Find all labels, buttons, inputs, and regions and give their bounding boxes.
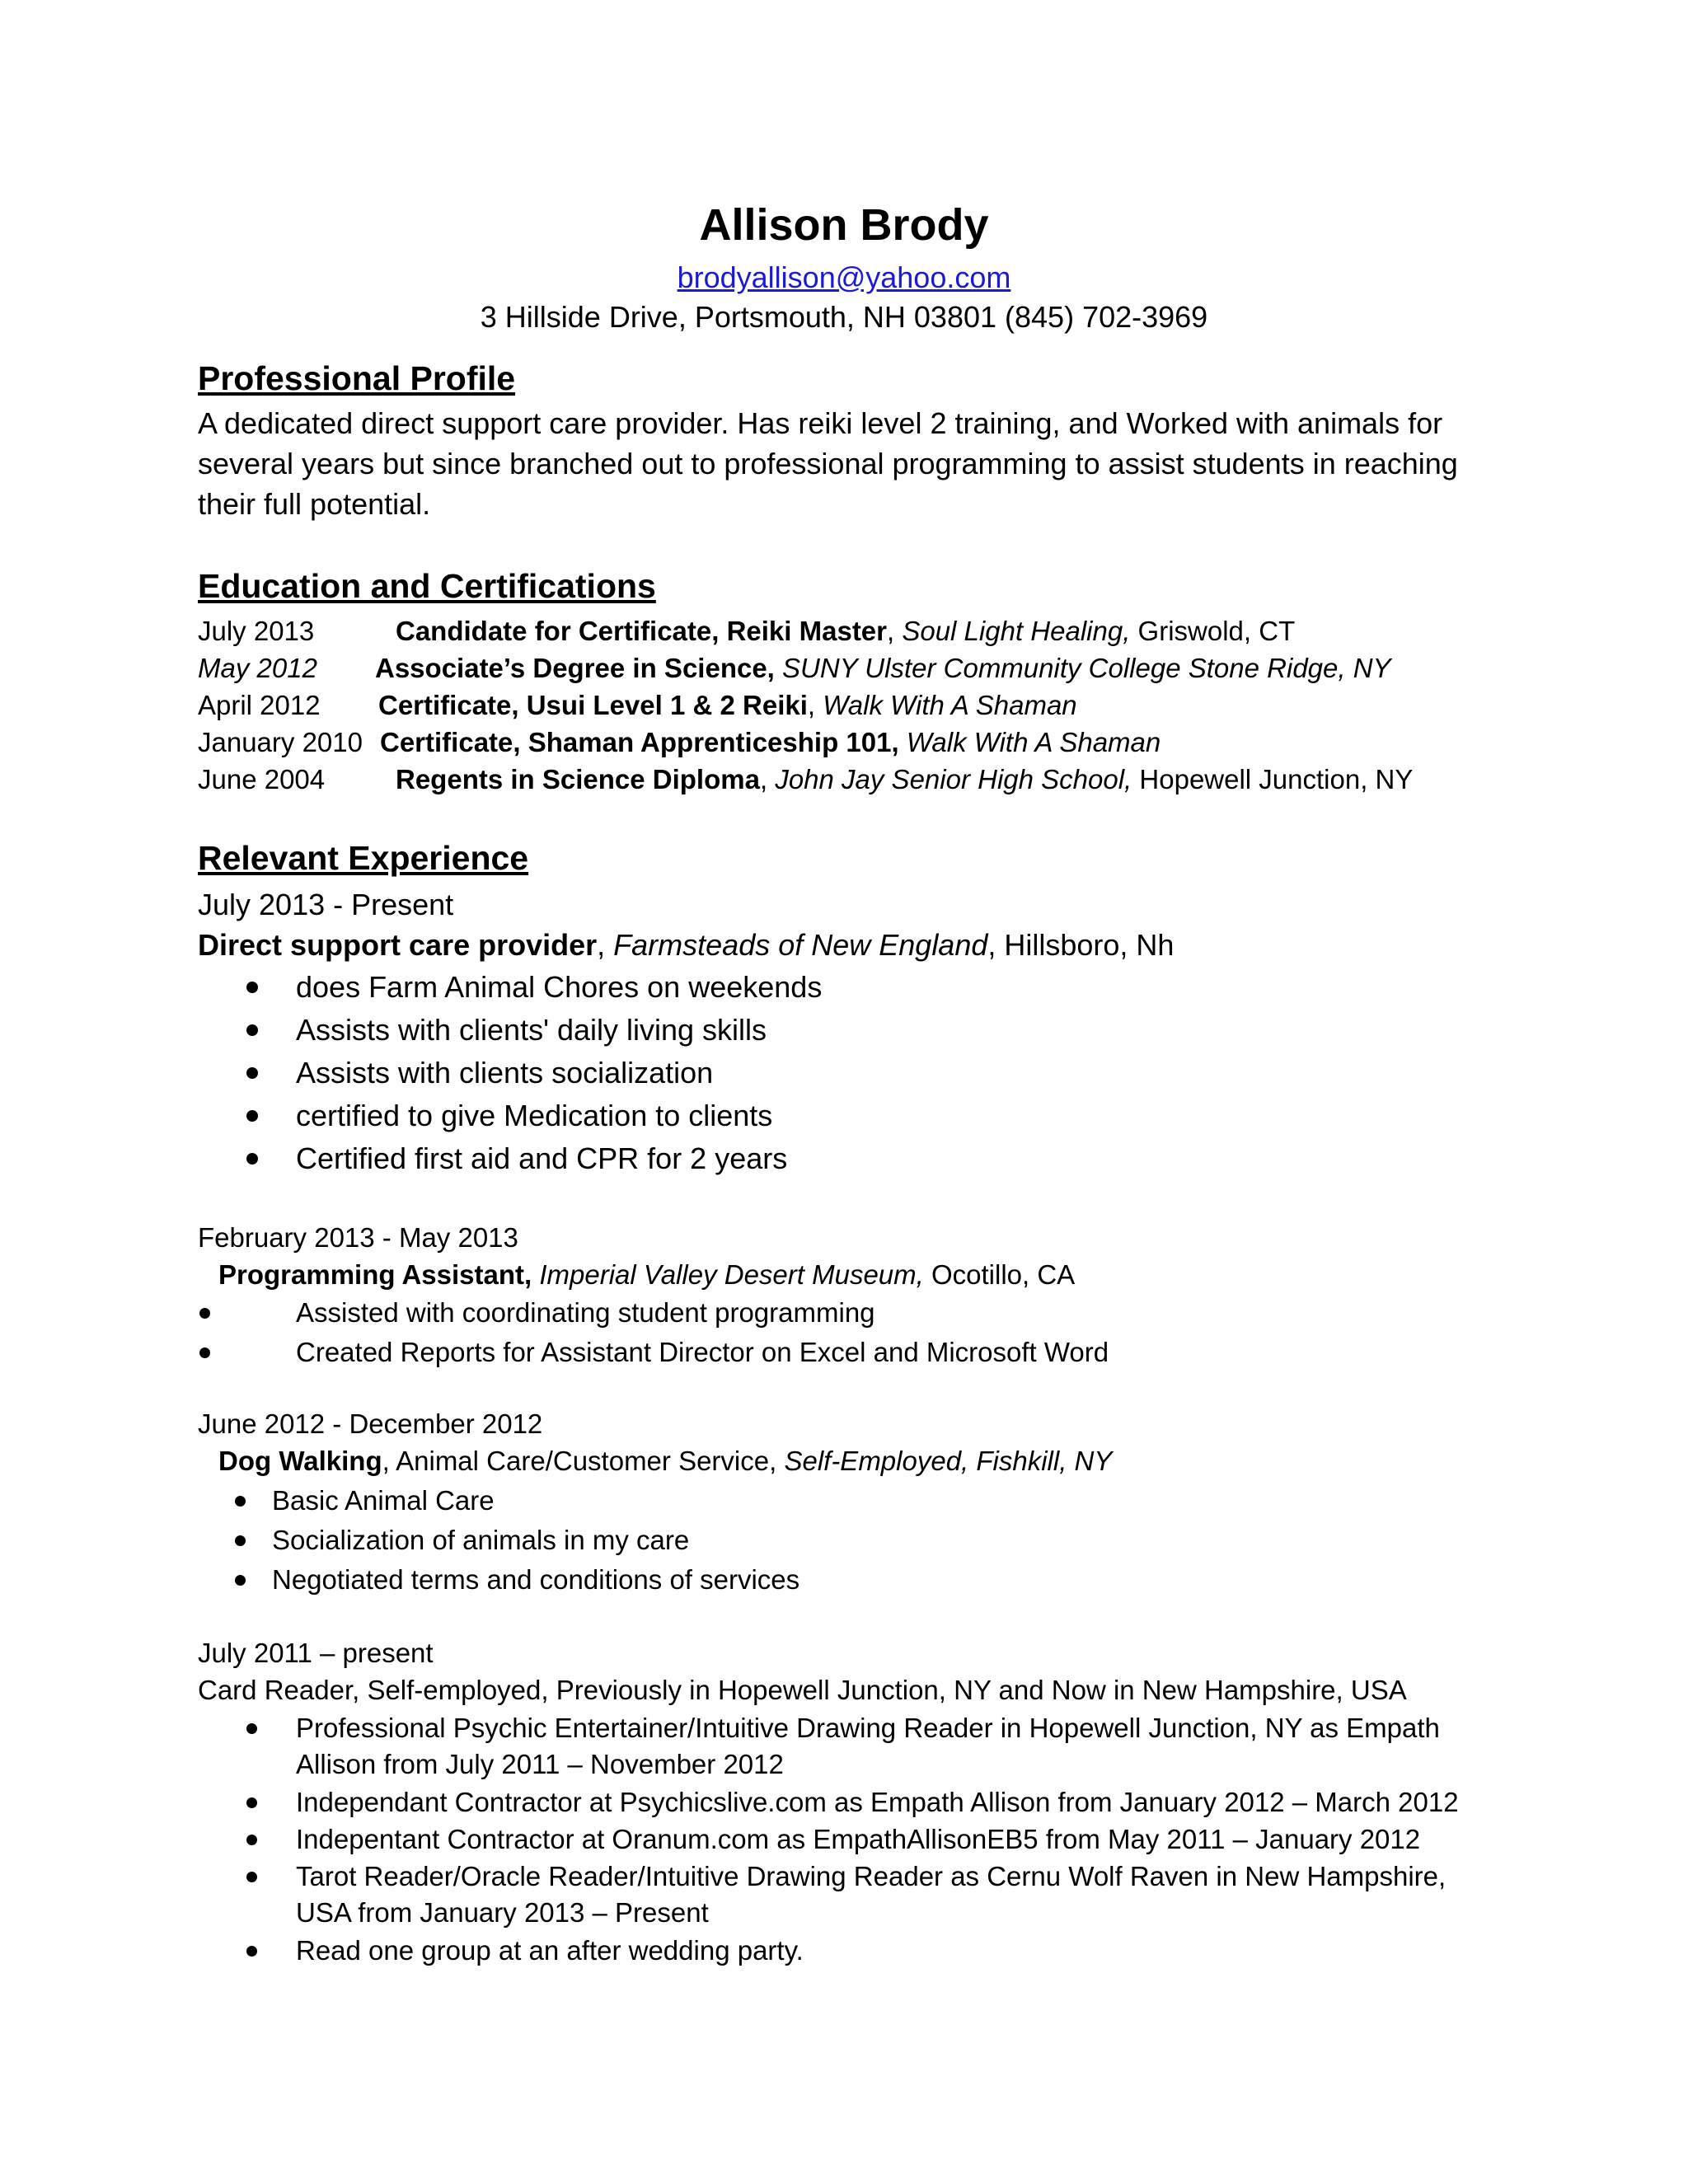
edu-credential: Certificate, Shaman Apprenticeship 101, bbox=[380, 727, 899, 757]
list-item-continuation: USA from January 2013 – Present bbox=[296, 1897, 709, 1928]
list-item: Certified first aid and CPR for 2 years bbox=[296, 1141, 788, 1175]
edu-institution: Walk With A Shaman bbox=[823, 690, 1077, 720]
edu-institution: Walk With A Shaman bbox=[906, 727, 1161, 757]
list-item: Negotiated terms and conditions of services bbox=[272, 1564, 800, 1595]
list-item: Assists with clients socialization bbox=[296, 1056, 714, 1090]
list-item-continuation: Allison from July 2011 – November 2012 bbox=[296, 1749, 784, 1779]
experience-heading: Relevant Experience bbox=[198, 839, 529, 877]
edu-separator: , bbox=[887, 616, 903, 646]
edu-date: April 2012 bbox=[198, 690, 321, 720]
job-organization: Farmsteads of New England bbox=[613, 928, 988, 962]
bullet-icon bbox=[246, 1835, 257, 1845]
edu-entry bbox=[396, 613, 1295, 649]
edu-entry bbox=[375, 650, 1391, 687]
edu-credential: Certificate, Usui Level 1 & 2 Reiki bbox=[378, 690, 808, 720]
edu-location: Hopewell Junction, NY bbox=[1132, 764, 1414, 794]
profile-text: A dedicated direct support care provider. Has reiki level 2 training, and Worked with animals for several years but since branched out to professional programming to assist students in reaching their full potential. bbox=[198, 406, 1458, 521]
address-line: 3 Hillside Drive, Portsmouth, NH 03801 (845) 702-3969 bbox=[480, 300, 1208, 334]
list-item: Independant Contractor at Psychicslive.com as Empath Allison from January 2012 – March 2012 bbox=[296, 1787, 1459, 1817]
job-organization: Imperial Valley Desert Museum, bbox=[539, 1259, 924, 1290]
email-line bbox=[0, 258, 1688, 298]
list-item: Read one group at an after wedding party. bbox=[296, 1935, 804, 1966]
edu-credential: Regents in Science Diploma bbox=[396, 764, 760, 794]
list-item: certified to give Medication to clients bbox=[296, 1099, 773, 1132]
job-separator: , bbox=[597, 928, 614, 962]
job-separator: , Animal Care/Customer Service, bbox=[382, 1446, 785, 1476]
edu-institution: SUNY Ulster Community College Stone Ridge, NY bbox=[782, 653, 1391, 683]
list-item: Assisted with coordinating student programming bbox=[296, 1297, 875, 1328]
list-item: Indepentant Contractor at Oranum.com as EmpathAllisonEB5 from May 2011 – January 2012 bbox=[296, 1824, 1421, 1854]
job-dates: July 2011 – present bbox=[198, 1638, 434, 1668]
edu-separator: , bbox=[807, 690, 823, 720]
bullet-icon bbox=[199, 1347, 210, 1358]
list-item: Assists with clients' daily living skills bbox=[296, 1013, 767, 1047]
job-dates: June 2012 - December 2012 bbox=[198, 1408, 543, 1439]
list-item: Socialization of animals in my care bbox=[272, 1525, 690, 1555]
job-location: , Hillsboro, Nh bbox=[987, 928, 1175, 962]
bullet-icon bbox=[235, 1496, 246, 1507]
edu-entry bbox=[378, 687, 1077, 724]
job-dates: July 2013 - Present bbox=[198, 888, 454, 921]
bullet-icon bbox=[199, 1308, 210, 1319]
bullet-icon bbox=[246, 1946, 257, 1957]
job-title: Programming Assistant, bbox=[218, 1259, 532, 1290]
job-title-line: Card Reader, Self-employed, Previously in Hopewell Junction, NY and Now in New Hampshire, USA bbox=[198, 1675, 1407, 1705]
edu-entry bbox=[380, 724, 1160, 761]
email-link[interactable]: brodyallison@yahoo.com bbox=[677, 260, 1011, 294]
list-item: Basic Animal Care bbox=[272, 1485, 495, 1516]
bullet-icon bbox=[235, 1535, 246, 1546]
candidate-name: Allison Brody bbox=[699, 200, 989, 250]
job-location: Ocotillo, CA bbox=[923, 1259, 1076, 1290]
list-item: Tarot Reader/Oracle Reader/Intuitive Drawing Reader as Cernu Wolf Raven in New Hampshire, bbox=[296, 1861, 1447, 1891]
edu-separator bbox=[775, 653, 782, 683]
bullet-icon bbox=[246, 982, 258, 993]
edu-credential: Associate’s Degree in Science, bbox=[375, 653, 775, 683]
bullet-icon bbox=[235, 1575, 246, 1586]
job-title-line bbox=[218, 1443, 1112, 1479]
job-title-line bbox=[218, 1257, 1075, 1293]
list-item: Created Reports for Assistant Director on Excel and Microsoft Word bbox=[296, 1337, 1109, 1367]
edu-entry bbox=[396, 762, 1413, 798]
profile-heading: Professional Profile bbox=[198, 359, 516, 397]
edu-separator bbox=[899, 727, 907, 757]
edu-date: June 2004 bbox=[198, 764, 326, 794]
job-separator bbox=[532, 1259, 539, 1290]
edu-institution: Soul Light Healing, bbox=[902, 616, 1131, 646]
edu-date: January 2010 bbox=[198, 727, 363, 757]
edu-date: July 2013 bbox=[198, 616, 315, 646]
education-heading: Education and Certifications bbox=[198, 567, 656, 605]
edu-location: Griswold, CT bbox=[1130, 616, 1296, 646]
bullet-icon bbox=[246, 1110, 258, 1122]
edu-date: May 2012 bbox=[198, 653, 317, 683]
edu-institution: John Jay Senior High School, bbox=[775, 764, 1132, 794]
job-title-line bbox=[198, 926, 1174, 965]
list-item: Professional Psychic Entertainer/Intuitive Drawing Reader in Hopewell Junction, NY as Empath bbox=[296, 1713, 1440, 1743]
bullet-icon bbox=[246, 1872, 257, 1882]
bullet-icon bbox=[246, 1797, 257, 1808]
job-organization: Self-Employed, Fishkill, NY bbox=[784, 1446, 1113, 1476]
job-title: Direct support care provider bbox=[198, 928, 598, 962]
job-title: Dog Walking bbox=[218, 1446, 382, 1476]
bullet-icon bbox=[246, 1723, 257, 1734]
bullet-icon bbox=[246, 1153, 258, 1165]
job-dates: February 2013 - May 2013 bbox=[198, 1222, 518, 1253]
bullet-icon bbox=[246, 1024, 258, 1036]
list-item: does Farm Animal Chores on weekends bbox=[296, 970, 823, 1004]
bullet-icon bbox=[246, 1067, 258, 1079]
edu-credential: Candidate for Certificate, Reiki Master bbox=[396, 616, 887, 646]
edu-separator: , bbox=[759, 764, 776, 794]
